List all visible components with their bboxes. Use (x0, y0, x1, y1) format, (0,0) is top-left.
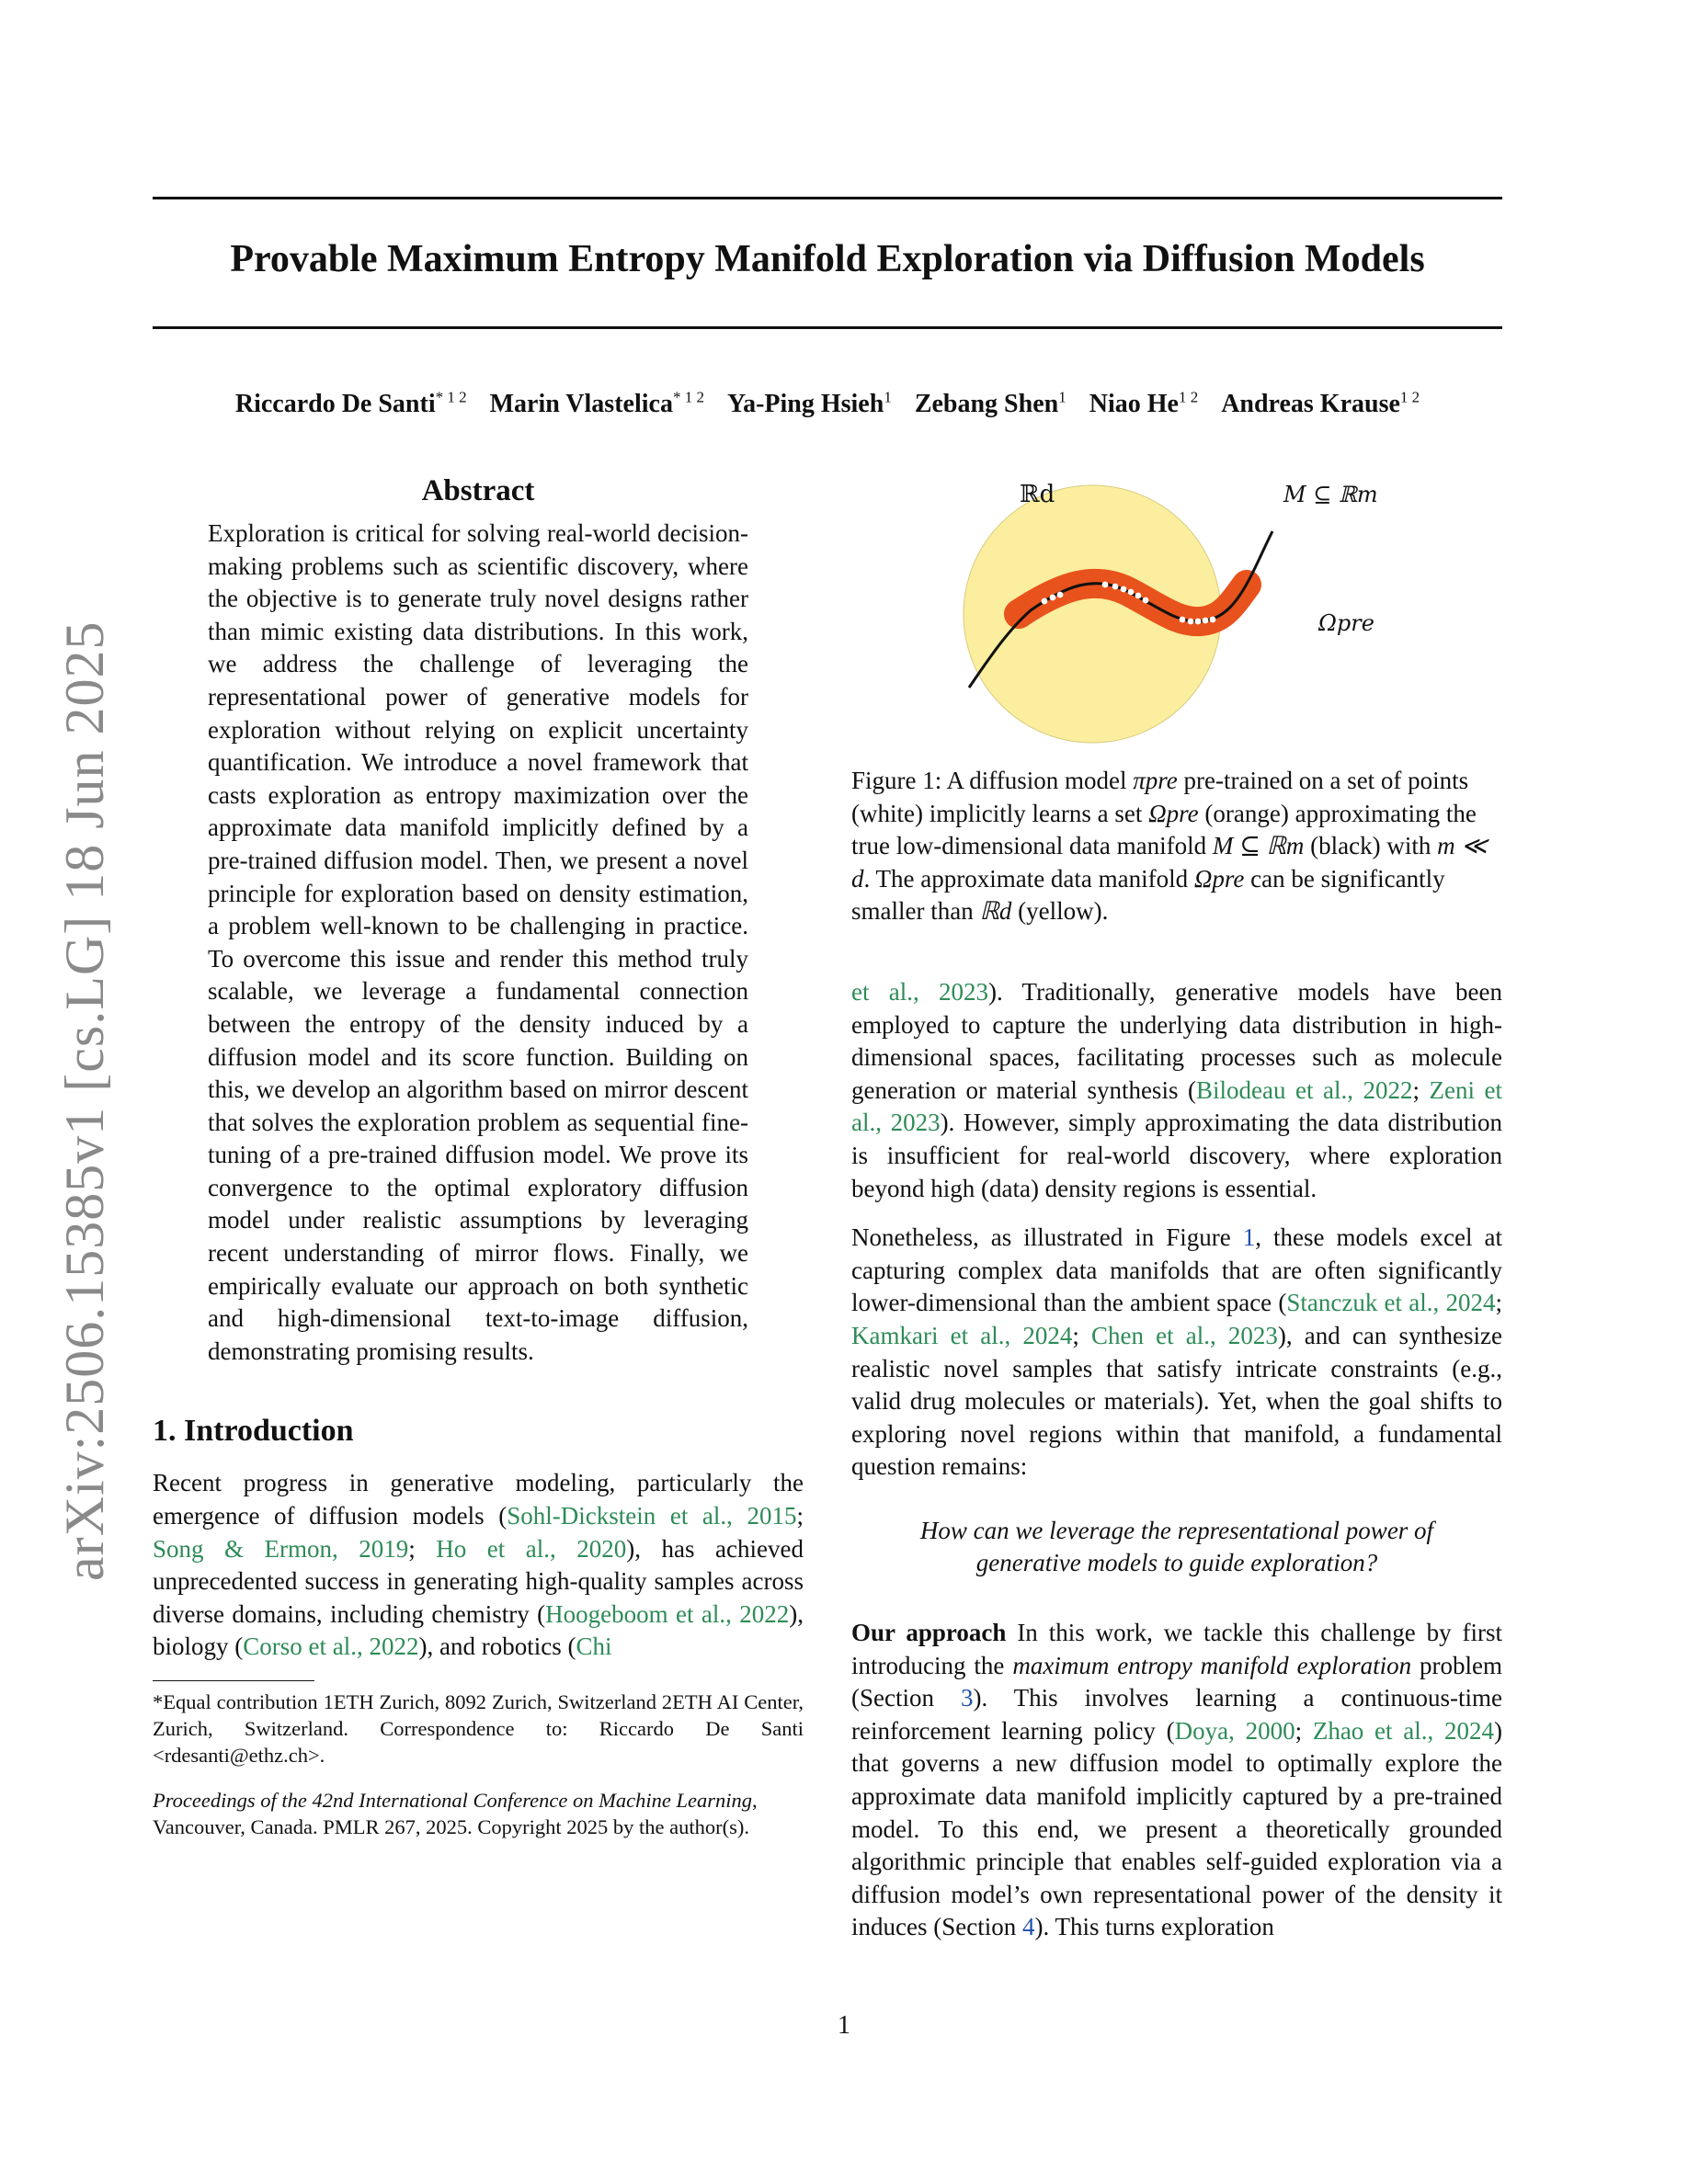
data-point (1121, 586, 1127, 593)
citation-link[interactable]: Zhao et al., 2024 (1312, 1716, 1495, 1745)
citation-link[interactable]: Sohl-Dickstein et al., 2015 (507, 1502, 797, 1530)
data-point (1195, 619, 1202, 625)
section-ref-link[interactable]: 4 (1021, 1913, 1035, 1941)
citation-link[interactable]: Kamkari et al., 2024 (851, 1321, 1073, 1349)
citation-link[interactable]: et al., 2023 (851, 977, 989, 1006)
manifold-label: M ⊆ ℝm (1283, 482, 1378, 507)
author: Niao $He^{1 2}$ (1089, 389, 1199, 419)
manifold-illustration (851, 474, 1502, 759)
figure-ref-link[interactable]: 1 (1242, 1223, 1256, 1252)
intro-paragraph: Recent progress in generative modeling, particularly the emergence of diffusion models (Sohl-Dickstein et al., 2015; Song & Ermon, 2019; Ho et al., 2020), has achieved unprecedented success in generating high-quality samples across diverse domains, including chemistry (Hoogeboom et al., 2022), biology (Corso et al., 2022), and robotics (Chi (153, 1469, 804, 1661)
left-column (153, 474, 804, 1840)
citation-link[interactable]: Doya, 2000 (1174, 1716, 1295, 1745)
data-point (1210, 617, 1216, 623)
citation-link[interactable]: Chen et al., 2023 (1091, 1321, 1278, 1349)
data-point (1128, 589, 1135, 596)
title-rule-top (153, 197, 1502, 199)
figure-1 (851, 474, 1502, 759)
arxiv-stamp: arXiv:2506.15385v1 [cs.LG] 18 Jun 2025 (54, 620, 115, 1581)
data-point (1188, 619, 1194, 625)
data-point (1102, 582, 1109, 588)
data-point (1143, 597, 1149, 604)
abstract-heading: Abstract (421, 474, 535, 507)
citation-link[interactable]: Bilodeau et al., 2022 (1195, 1075, 1413, 1104)
citation-link[interactable]: Corso et al., 2022 (243, 1632, 419, 1661)
data-point (1180, 617, 1186, 623)
ambient-space-label: ℝd (1020, 481, 1055, 508)
data-point (1042, 598, 1048, 605)
citation-link[interactable]: Stanczuk et al., 2024 (1286, 1289, 1496, 1317)
body-paragraph: et al., 2023). Traditionally, generative models have been employed to capture the underlying data distribution in high-dimensional spaces, facilitating processes such as molecule generation or material synthesis (Bilodeau et al., 2022; Zeni et al., 2023). However, simply approximating the data distribution is insufficient for real-world discovery, where exploration beyond high (data) density regions is essential. (851, 977, 1502, 1202)
research-question: How can we leverage the representational power of generative models to guide exploration? (919, 1516, 1434, 1577)
citation-link[interactable]: Ho et al., 2020 (436, 1534, 627, 1563)
section-heading-introduction: 1. Introduction (153, 1414, 354, 1449)
citation-link[interactable]: Song & Ermon, 2019 (153, 1534, 409, 1563)
data-point (1203, 618, 1209, 624)
figure-caption: Figure 1: A diffusion model πpre pre-trained on a set of points (white) implicitly learns a set Ωpre (orange) approximating the true low-dimensional data manifold M ⊆ ℝm (black) with m ≪ d. The approximate data manifold Ωpre can be significantly smaller than ℝd (yellow). (851, 767, 1488, 926)
author-list (153, 389, 1502, 419)
section-ref-link[interactable]: 3 (960, 1684, 974, 1712)
abstract-text: Exploration is critical for solving real-world decision-making problems such as scientific discovery, where the objective is to generate truly novel designs rather than mimic existing data distributions. In this work, we address the challenge of leveraging the representational power of generative models for exploration without relying on explicit uncertainty quantification. We introduce a novel framework that casts exploration as entropy maximization over the approximate data manifold implicitly defined by a pre-trained diffusion model. Then, we present a novel principle for exploration based on density estimation, a problem well-known to be challenging in practice. To overcome this issue and render this method truly scalable, we leverage a fundamental connection between the entropy of the density induced by a diffusion model and its score function. Building on this, we develop an algorithm based on mirror descent that solves the exploration problem as sequential fine-tuning of a pre-trained diffusion model. We prove its convergence to the optimal exploratory diffusion model under realistic assumptions by leveraging recent understanding of mirror flows. Finally, we empirically evaluate our approach on both synthetic and high-dimensional text-to-image diffusion, demonstrating promising results. (208, 519, 748, 1365)
page-number: 1 (838, 2011, 850, 2040)
citation-link[interactable]: Chi (576, 1632, 612, 1661)
citation-link[interactable]: Zeni et al., 2023 (851, 1075, 1502, 1137)
right-column (851, 474, 1502, 1961)
author: Riccardo De Santi$^{* 1 2}$ (234, 389, 467, 419)
citation-link[interactable]: Hoogeboom et al., 2022 (545, 1599, 790, 1628)
data-point (1112, 584, 1119, 590)
runin-heading: Our approach (851, 1619, 1007, 1647)
footnote-rule (153, 1680, 314, 1681)
title-rule-bottom (153, 326, 1502, 329)
body-paragraph: Our approach In this work, we tackle this challenge by first introducing the maximum entropy manifold exploration problem (Section 3). This involves learning a continuous-time reinforcement learning policy (Doya, 2000; Zhao et al., 2024) that governs a new diffusion model to optimally explore the approximate data manifold implicitly captured by a pre-trained model. To this end, we present a theoretically grounded algorithmic principle that enables self-guided exploration via a diffusion model’s own representational power of the density it induces (Section 4). This turns exploration (851, 1619, 1503, 1941)
footnote-affiliations: *Equal contribution 1ETH Zurich, 8092 Zurich, Switzerland 2ETH AI Center, Zurich, Switzerland. Correspondence to: Riccardo De Santi <rdesanti@ethz.ch>. (153, 1690, 804, 1767)
footnote-proceedings: Proceedings of the 42nd International Conference on Machine Learning, Vancouver, Canada. PMLR 267, 2025. Copyright 2025 by the author(s). (153, 1789, 758, 1838)
data-point (1050, 595, 1056, 601)
paper-title: Provable Maximum Entropy Manifold Exploration via Diffusion Models (230, 238, 1425, 280)
author: Ya-Ping Hsieh$^1$ (726, 389, 892, 419)
author: Andreas Krause$^{1 2}$ (1221, 389, 1420, 419)
author: Marin Vlastelica$^{* 1 2}$ (489, 389, 704, 419)
approx-manifold-label: Ωpre (1318, 610, 1374, 636)
author: Zebang Shen$^1$ (914, 389, 1066, 419)
data-point (1057, 592, 1064, 598)
body-paragraph: Nonetheless, as illustrated in Figure 1, these models excel at capturing complex data manifolds that are often significantly lower-dimensional than the ambient space (Stanczuk et al., 2024; Kamkari et al., 2024; Chen et al., 2023), and can synthesize realistic novel samples that satisfy intricate constraints (e.g., valid drug molecules or materials). Yet, when the goal shifts to exploring novel regions within that manifold, a fundamental question remains: (851, 1223, 1502, 1481)
data-point (1135, 593, 1142, 599)
